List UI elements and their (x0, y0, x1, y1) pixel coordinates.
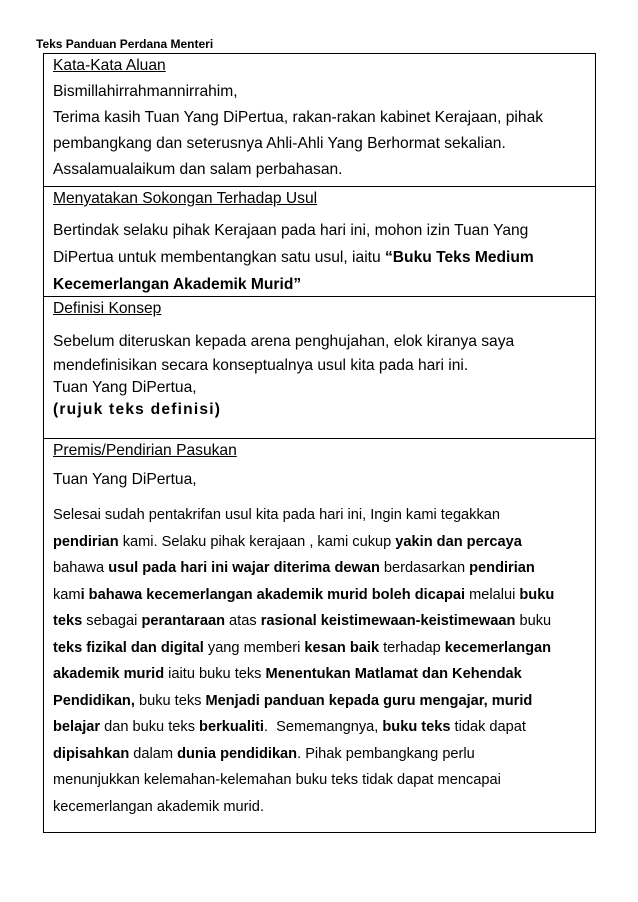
text-run: . Pihak pembangkang perlu (297, 745, 475, 762)
text-run: berkualiti (199, 719, 264, 735)
section-sokongan (44, 186, 595, 296)
text-run: DiPertua untuk membentangkan satu usul, iaitu (53, 249, 385, 266)
text-run: buku (519, 586, 555, 603)
text-line: Terima kasih Tuan Yang DiPertua, rakan-rakan kabinet Kerajaan, pihak (53, 109, 544, 126)
text-run: berdasarkan (379, 560, 470, 576)
text-run: melalui (465, 586, 520, 603)
text-run: buku (515, 613, 552, 629)
text-run: perantaraan (141, 613, 225, 629)
text-line: Selesai sudah pentakrifan usul kita pada hari ini, Ingin kami tegakkan (53, 507, 501, 523)
text-run: pendirian (53, 533, 119, 550)
text-run: teks fizikal dan digital (53, 639, 204, 656)
motion-title: “Buku Teks Medium (385, 249, 534, 266)
section-kata-aluan (44, 56, 595, 186)
text-line (53, 688, 595, 715)
text-line (53, 741, 595, 768)
text-run: dunia pendidikan (177, 745, 298, 762)
text-run: bahawa (53, 560, 109, 576)
text-line (53, 635, 595, 662)
text-run: Menentukan Matlamat dan Kehendak (265, 666, 522, 682)
text-line: mendefinisikan secara konseptualnya usul kita pada hari ini. (53, 357, 469, 374)
text-run: buku teks (382, 719, 451, 735)
text-run: tidak dapat (450, 719, 526, 735)
text-run: atas (225, 613, 261, 629)
text-line (53, 661, 595, 688)
text-run: dalam (129, 745, 178, 762)
text-run: kam (53, 586, 81, 603)
text-run: usul pada hari ini wajar diterima dewan (108, 560, 380, 576)
text-line (53, 608, 595, 635)
text-line: pembangkang dan seterusnya Ahli-Ahli Yang Berhormat sekalian. (53, 135, 506, 152)
section-definisi (44, 296, 595, 438)
text-run: kami. Selaku pihak kerajaan , kami cukup (118, 533, 396, 550)
motion-title: Kecemerlangan Akademik Murid” (53, 276, 302, 293)
text-line: kecemerlangan akademik murid. (53, 798, 264, 815)
text-run: Menjadi panduan kepada guru mengajar, murid (205, 692, 533, 709)
text-run: terhadap (379, 639, 445, 656)
text-run: kesan baik (304, 639, 380, 656)
text-run: belajar (53, 719, 101, 735)
text-line: Tuan Yang DiPertua, (53, 471, 197, 488)
text-line (53, 529, 595, 556)
text-run: teks (53, 613, 83, 629)
text-run: yakin dan percaya (395, 533, 522, 550)
section-title: Kata-Kata Aluan (53, 57, 166, 74)
text-line: Tuan Yang DiPertua, (53, 379, 197, 396)
reference-note: (rujuk teks definisi) (53, 401, 222, 418)
text-run: rasional keistimewaan-keistimewaan (260, 613, 516, 629)
text-line (53, 714, 595, 741)
text-line: Bismillahirrahmannirrahim, (53, 83, 238, 100)
text-run: kecemerlangan (444, 639, 552, 656)
text-run: sebagai (82, 613, 142, 629)
text-run: Pendidikan, (53, 692, 135, 709)
text-run: yang memberi (203, 639, 305, 656)
text-line (53, 582, 595, 609)
section-title: Menyatakan Sokongan Terhadap Usul (53, 190, 318, 207)
text-run: . Sememangnya, (263, 719, 383, 735)
section-title: Definisi Konsep (53, 300, 162, 317)
speech-table (43, 53, 596, 833)
text-run: iaitu buku teks (164, 666, 266, 682)
section-premis (44, 438, 595, 832)
text-line: Assalamualaikum dan salam perbahasan. (53, 161, 343, 178)
text-line: Sebelum diteruskan kepada arena penghujahan, elok kiranya saya (53, 333, 515, 350)
text-run: pendirian (469, 560, 535, 576)
document-header: Teks Panduan Perdana Menteri (36, 37, 214, 51)
text-line: Bertindak selaku pihak Kerajaan pada hari ini, mohon izin Tuan Yang (53, 222, 529, 239)
text-run: dan buku teks (100, 719, 200, 735)
text-run: buku teks (134, 692, 206, 709)
text-run: i bahawa kecemerlangan akademik murid boleh dicapai (80, 586, 466, 603)
text-line: menunjukkan kelemahan-kelemahan buku teks tidak dapat mencapai (53, 772, 501, 788)
text-run: dipisahkan (53, 745, 130, 762)
section-title: Premis/Pendirian Pasukan (53, 442, 237, 459)
text-line (53, 555, 595, 582)
text-run: akademik murid (53, 666, 165, 682)
text-line (53, 244, 595, 271)
